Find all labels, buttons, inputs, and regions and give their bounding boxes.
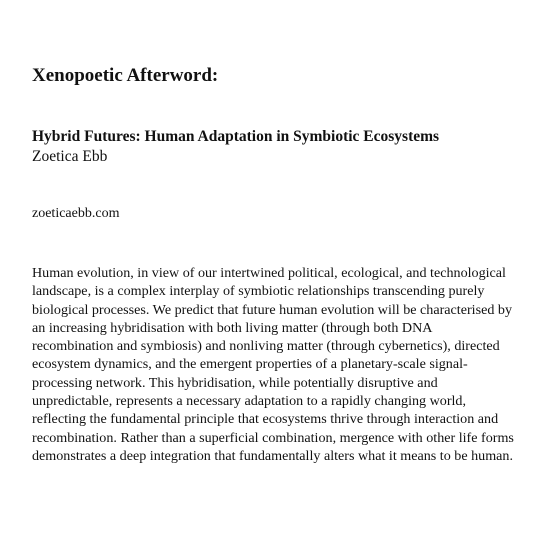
author-website: zoeticaebb.com — [32, 206, 120, 221]
document-heading: Xenopoetic Afterword: — [32, 65, 219, 86]
body-paragraph: Human evolution, in view of our intertwined political, ecological, and technological landscape, is a complex interplay of symbiotic relationships transcending purely biological processes. We predict that future human evolution will be characterised by an increasing hybridisation with both living matter (through both DNA recombination and symbiosis) and nonliving matter (through cybernetics), directed ecosystem dynamics, and the emergent properties of a planetary-scale signal-processing network. This hybridisation, while potentially disruptive and unpredictable, represents a necessary adaptation to a rapidly changing world, reflecting the fundamental principle that ecosystems thrive through interaction and recombination. Rather than a superficial combination, mergence with other life forms demonstrates a deep integration that fundamentally alters what it means to be human. — [32, 265, 514, 464]
document-subtitle: Hybrid Futures: Human Adaptation in Symbiotic Ecosystems — [32, 128, 440, 145]
author-name: Zoetica Ebb — [32, 148, 108, 165]
